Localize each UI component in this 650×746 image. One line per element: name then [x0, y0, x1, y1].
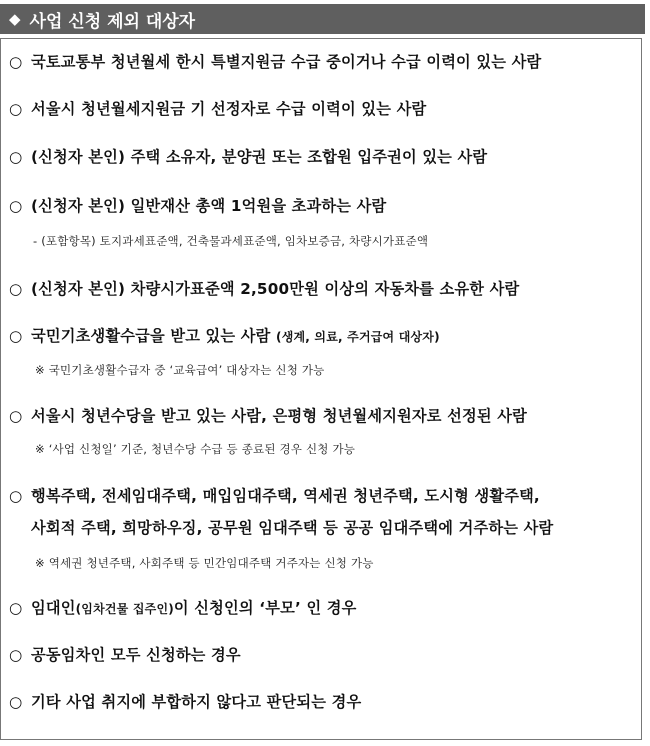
- item-text: 인 경우: [300, 599, 357, 617]
- item-text: 기타 사업 취지에 부합하지 않다고 판단되는 경우: [31, 693, 362, 711]
- item-parenthetical: (생계, 의료, 주거급여 대상자): [276, 330, 440, 344]
- circle-bullet-icon: ○: [9, 100, 23, 118]
- list-item: [9, 644, 241, 665]
- list-item: [9, 98, 426, 119]
- circle-bullet-icon: ○: [9, 197, 23, 215]
- circle-bullet-icon: ○: [9, 53, 23, 71]
- circle-bullet-icon: ○: [9, 646, 23, 664]
- item-text: 사회적 주택, 희망하우징, 공무원 임대주택 등 공공 임대주택에 거주하는 사람: [31, 519, 554, 537]
- list-item: [9, 51, 541, 72]
- list-item: [9, 405, 527, 426]
- diamond-icon: ◆: [9, 10, 21, 28]
- item-note: ※ ‘사업 신청일’ 기준, 청년수당 수급 등 종료된 경우 신청 가능: [35, 442, 356, 456]
- circle-bullet-icon: ○: [9, 327, 23, 345]
- circle-bullet-icon: ○: [9, 599, 23, 617]
- circle-bullet-icon: ○: [9, 407, 23, 425]
- item-note: ※ 역세권 청년주택, 사회주택 등 민간임대주택 거주자는 신청 가능: [35, 556, 374, 570]
- item-text: 서울시 청년수당을 받고 있는 사람, 은평형 청년월세지원자로 선정된 사람: [31, 407, 528, 425]
- list-item-continuation: [9, 517, 553, 538]
- item-parenthetical: (임차건물 집주인): [75, 602, 174, 616]
- circle-bullet-icon: ○: [9, 693, 23, 711]
- circle-bullet-icon: ○: [9, 280, 23, 298]
- item-text: 임대인: [31, 599, 76, 617]
- section-header: [0, 4, 645, 34]
- list-item: [9, 597, 357, 618]
- list-item: [9, 195, 386, 216]
- item-text: 국토교통부 청년월세 한시 특별지원금 수급 중이거나 수급 이력이 있는 사람: [31, 53, 542, 71]
- item-text: 서울시 청년월세지원금 기 선정자로 수급 이력이 있는 사람: [31, 100, 427, 118]
- item-text: (신청자 본인) 차량시가표준액 2,500만원 이상의 자동차를 소유한 사람: [31, 280, 520, 298]
- circle-bullet-icon: ○: [9, 487, 23, 505]
- list-item: [9, 691, 361, 712]
- list-item: [9, 325, 440, 346]
- item-text: 이 신청인의: [173, 599, 260, 617]
- section-title: 사업 신청 제외 대상자: [29, 11, 196, 32]
- list-item: [9, 146, 487, 167]
- item-subnote: - (포함항목) 토지과세표준액, 건축물과세표준액, 임차보증금, 차량시가표준액: [33, 234, 429, 248]
- exclusion-list-box: [0, 38, 642, 740]
- item-text: 국민기초생활수급을 받고 있는 사람: [31, 327, 271, 345]
- item-note: ※ 국민기초생활수급자 중 ‘교육급여’ 대상자는 신청 가능: [35, 363, 325, 377]
- list-item: [9, 485, 540, 506]
- item-text: (신청자 본인) 일반재산 총액 1억원을 초과하는 사람: [31, 197, 387, 215]
- item-quote: ‘부모’: [259, 599, 301, 617]
- item-text: 공동임차인 모두 신청하는 경우: [31, 646, 241, 664]
- item-text: (신청자 본인) 주택 소유자, 분양권 또는 조합원 입주권이 있는 사람: [31, 148, 488, 166]
- list-item: [9, 278, 519, 299]
- circle-bullet-icon: ○: [9, 148, 23, 166]
- item-text: 행복주택, 전세임대주택, 매입임대주택, 역세권 청년주택, 도시형 생활주택,: [31, 487, 540, 505]
